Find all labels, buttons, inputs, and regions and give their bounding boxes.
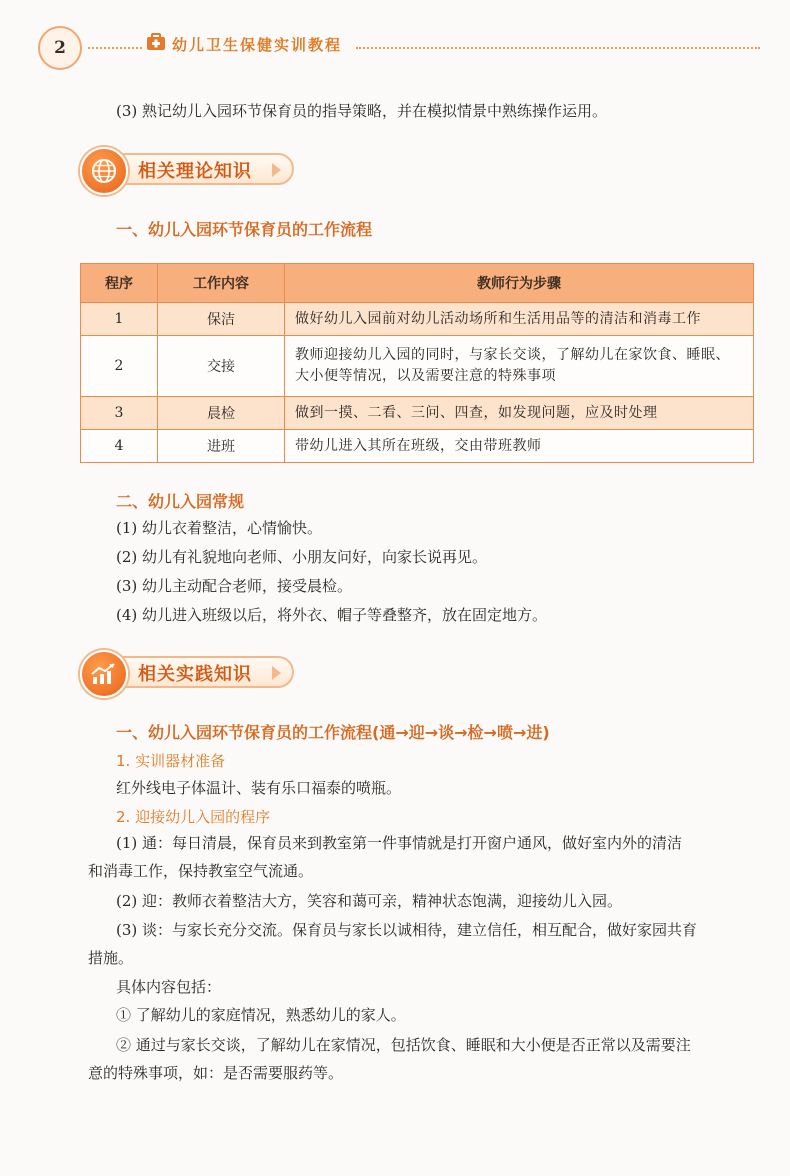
theory-section-2-title: 二、幼儿入园常规	[116, 492, 245, 511]
objective-item-3: (3) 熟记幼儿入园环节保育员的指导策略，并在模拟情景中熟练操作运用。	[116, 102, 608, 120]
routine-item: (4) 幼儿进入班级以后，将外衣、帽子等叠整齐，放在固定地方。	[116, 606, 548, 624]
routine-item: (3) 幼儿主动配合老师，接受晨检。	[116, 577, 353, 595]
routine-item: (1) 幼儿衣着整洁，心情愉快。	[116, 519, 323, 537]
step-1-line-1: (1) 通：每日清晨，保育员来到教室第一件事情就是打开窗户通风，做好室内外的清洁	[116, 834, 683, 852]
row-number: 3	[81, 397, 158, 430]
row-steps: 做到一摸、二看、三问、四查，如发现问题，应及时处理	[285, 397, 754, 430]
header-dotted-rule-left	[88, 47, 142, 49]
row-steps: 带幼儿进入其所在班级，交由带班教师	[285, 430, 754, 463]
step-3-line-1: (3) 谈：与家长充分交流。保育员与家长以诚相待，建立信任，相互配合，做好家园共育	[116, 921, 698, 939]
step-3-line-2: 措施。	[88, 949, 134, 967]
detail-item-2-line-2: 意的特殊事项，如：是否需要服药等。	[88, 1064, 344, 1082]
row-number: 2	[81, 336, 158, 397]
step-1-line-2: 和消毒工作，保持教室空气流通。	[88, 862, 314, 880]
row-content: 进班	[158, 430, 285, 463]
detail-item-2-line-1: ② 通过与家长交谈，了解幼儿在家情况，包括饮食、睡眠和大小便是否正常以及需要注	[116, 1036, 691, 1054]
practice-banner-title: 相关实践知识	[138, 664, 252, 685]
practice-section-1-title: 一、幼儿入园环节保育员的工作流程(通→迎→谈→检→喷→进)	[116, 723, 550, 742]
row-steps: 做好幼儿入园前对幼儿活动场所和生活用品等的清洁和消毒工作	[285, 303, 754, 336]
routine-item: (2) 幼儿有礼貌地向老师、小朋友问好，向家长说再见。	[116, 548, 488, 566]
row-content: 交接	[158, 336, 285, 397]
practice-banner	[80, 650, 296, 690]
subsection-2-title: 2. 迎接幼儿入园的程序	[116, 808, 271, 826]
subsection-1-title: 1. 实训器材准备	[116, 752, 226, 770]
row-steps	[285, 336, 754, 397]
table-header-teacher-steps: 教师行为步骤	[285, 264, 754, 303]
page-number: 2	[38, 26, 82, 70]
globe-icon	[80, 147, 128, 195]
growth-chart-icon	[80, 650, 128, 698]
detail-item-1: ① 了解幼儿的家庭情况，熟悉幼儿的家人。	[116, 1006, 406, 1024]
theory-section-1-title: 一、幼儿入园环节保育员的工作流程	[116, 220, 373, 239]
workflow-table	[80, 263, 754, 463]
book-title: 幼儿卫生保健实训教程	[172, 36, 343, 54]
equipment-text: 红外线电子体温计、装有乐口福泰的喷瓶。	[116, 779, 402, 797]
table-header-step: 程序	[81, 264, 158, 303]
detail-intro: 具体内容包括：	[116, 978, 222, 996]
row-content: 晨检	[158, 397, 285, 430]
row-number: 1	[81, 303, 158, 336]
banner-arrow	[272, 666, 281, 680]
table-row	[81, 397, 754, 430]
theory-banner	[80, 147, 296, 187]
theory-banner-title: 相关理论知识	[138, 161, 252, 182]
table-row	[81, 336, 754, 397]
table-row	[81, 303, 754, 336]
table-row	[81, 430, 754, 463]
banner-arrow	[272, 163, 281, 177]
row-number: 4	[81, 430, 158, 463]
header-dotted-rule-right	[356, 47, 760, 49]
row-steps-line: 大小便等情况，以及需要注意的特殊事项	[295, 368, 556, 384]
row-content: 保洁	[158, 303, 285, 336]
row-steps-line: 教师迎接幼儿入园的同时，与家长交谈，了解幼儿在家饮食、睡眠、	[295, 347, 730, 363]
table-header-content: 工作内容	[158, 264, 285, 303]
step-2: (2) 迎：教师衣着整洁大方，笑容和蔼可亲，精神状态饱满，迎接幼儿入园。	[116, 892, 623, 910]
first-aid-kit-icon	[146, 33, 166, 51]
